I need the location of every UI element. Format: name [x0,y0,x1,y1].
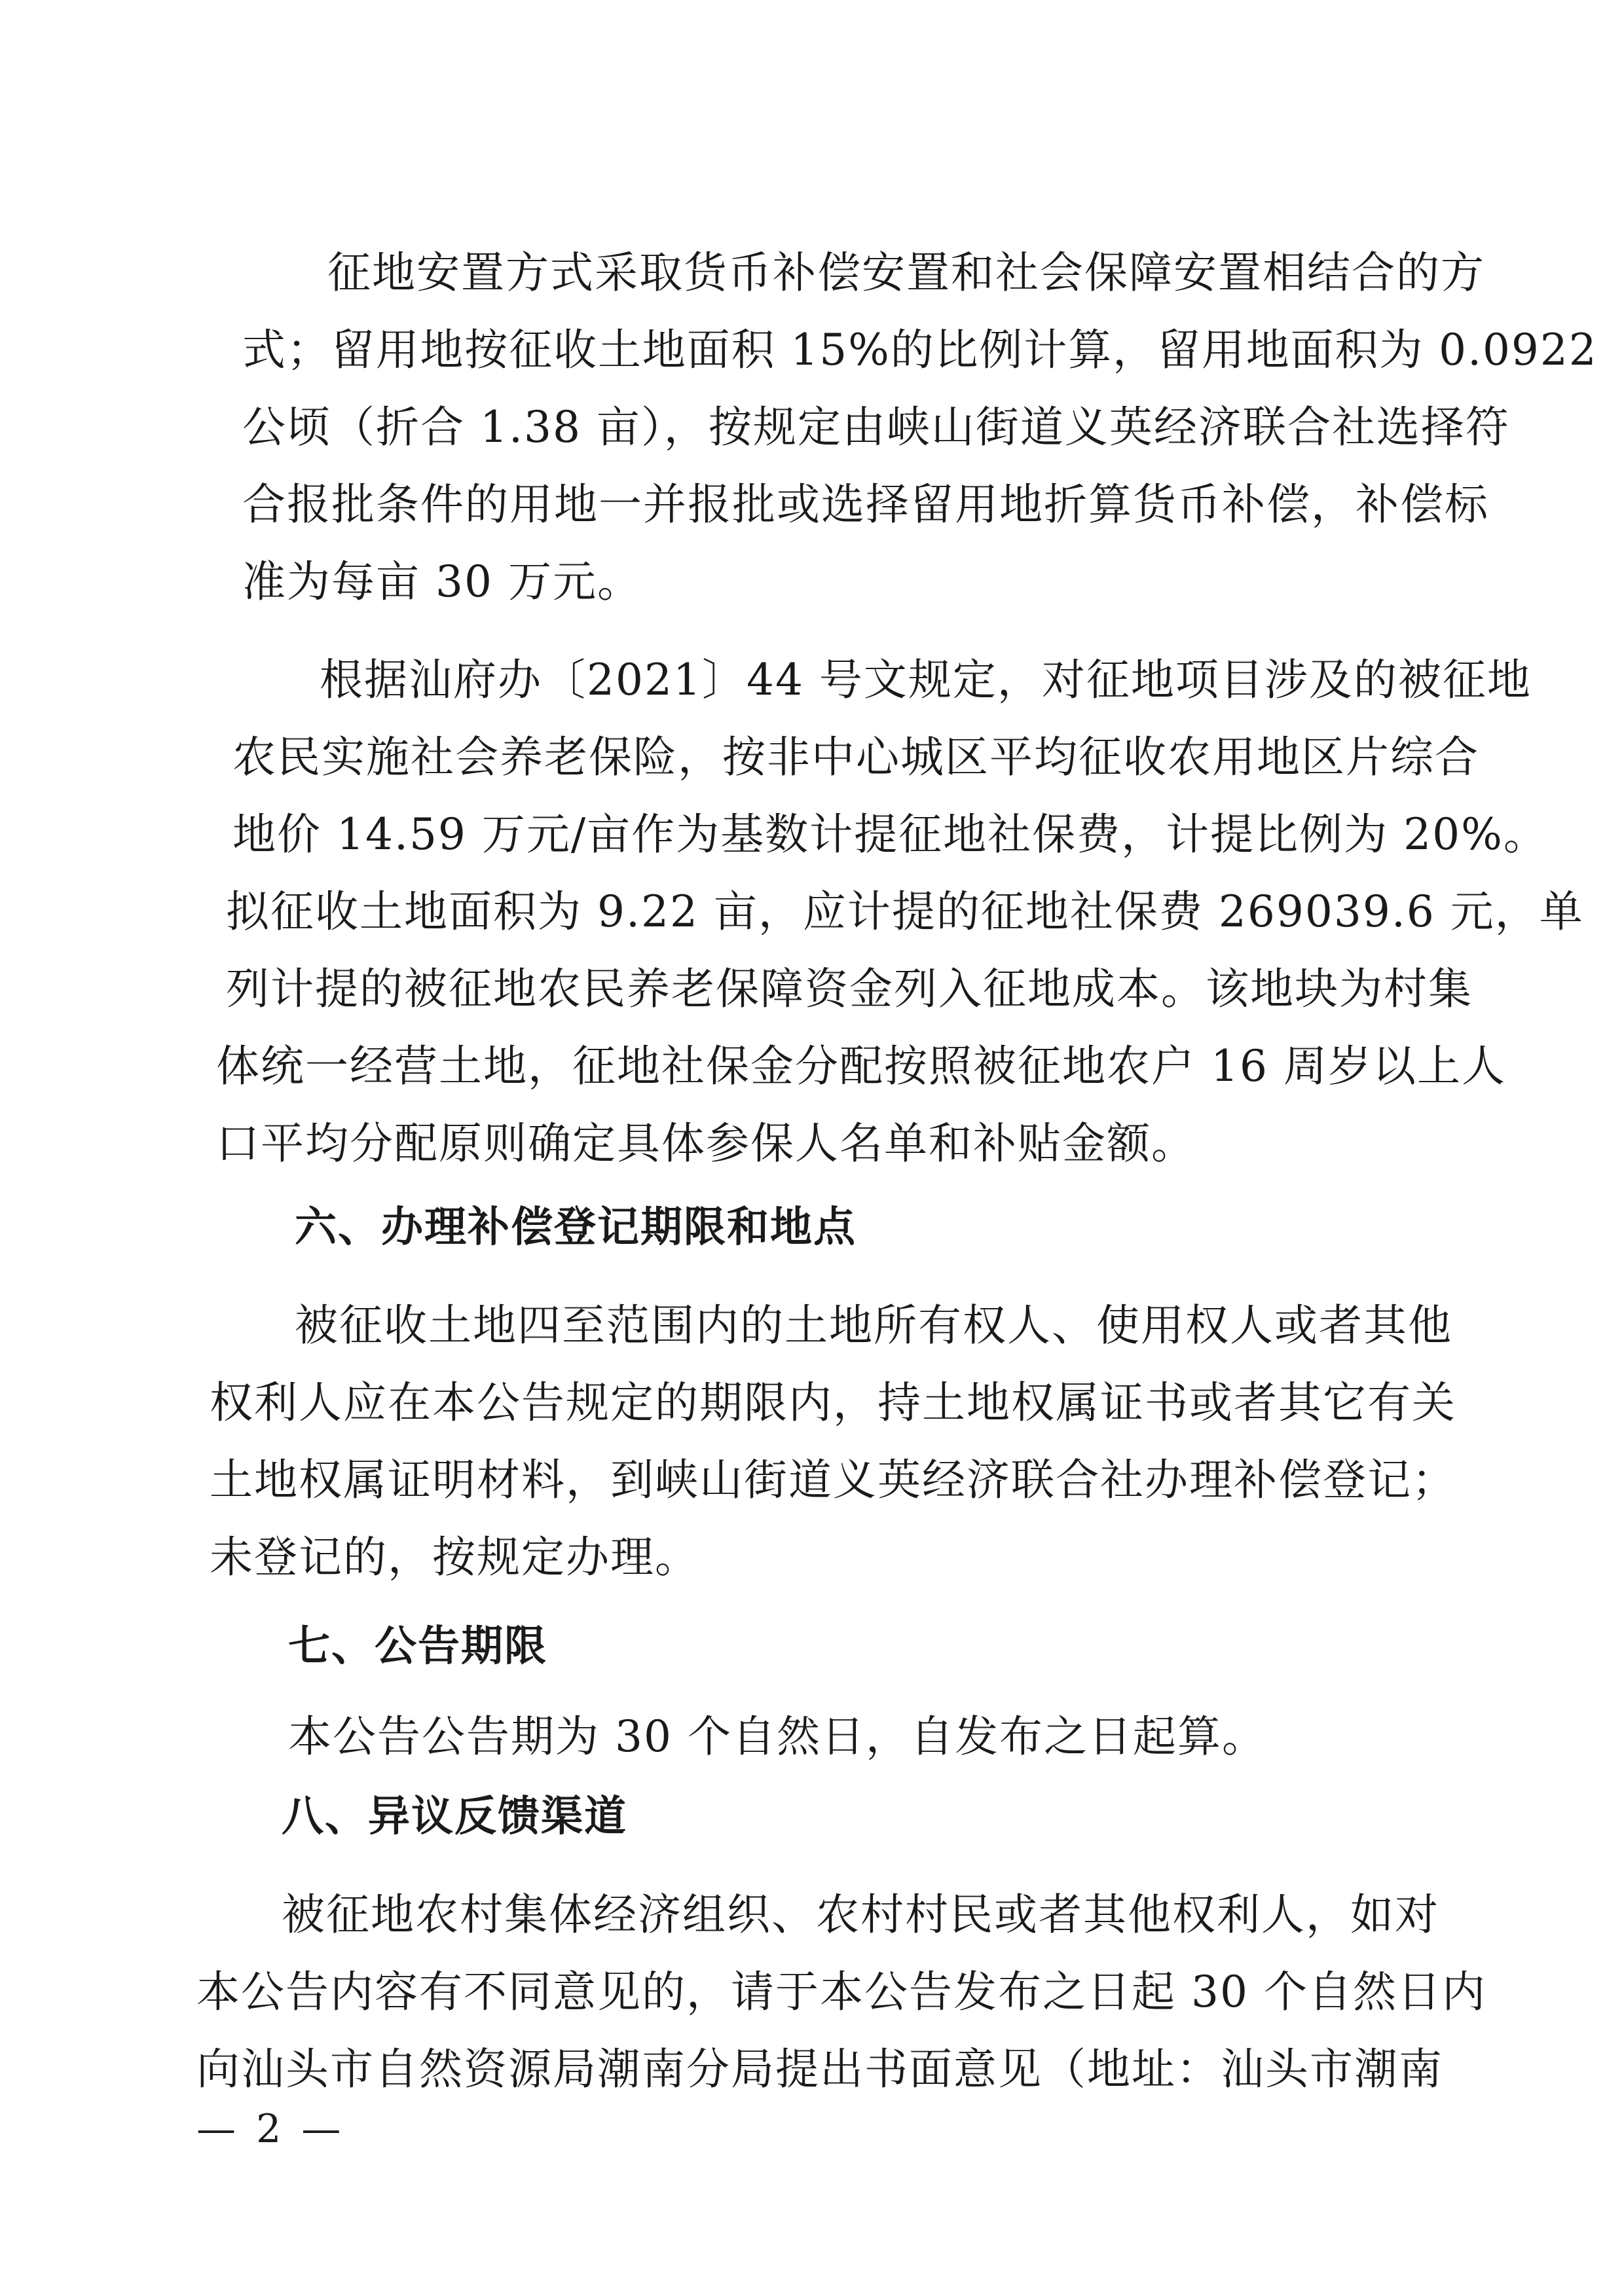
text-line: 未登记的，按规定办理。 [210,1532,699,1582]
text-line: 农民实施社会养老保险，按非中心城区平均征收农用地区片综合 [232,732,1479,782]
text-line: 土地权属证明材料，到峡山街道义英经济联合社办理补偿登记； [210,1455,1456,1505]
text-line: 合报批条件的用地一并报批或选择留用地折算货币补偿，补偿标 [242,479,1489,530]
section-heading-eight: 八、异议反馈渠道 [282,1793,627,1841]
text-line: 根据汕府办〔2021〕44 号文规定，对征地项目涉及的被征地 [320,655,1532,705]
text-line: 向汕头市自然资源局潮南分局提出书面意见（地址：汕头市潮南 [196,2044,1443,2094]
text-line: 口平均分配原则确定具体参保人名单和补贴金额。 [216,1118,1196,1169]
text-line: 拟征收土地面积为 9.22 亩，应计提的征地社保费 269039.6 元，单 [226,886,1584,937]
page-number: — 2 — [196,2106,345,2152]
text-line: 被征收土地四至范围内的土地所有权人、使用权人或者其他 [295,1300,1452,1351]
text-line: 本公告内容有不同意见的，请于本公告发布之日起 30 个自然日内 [196,1967,1486,2017]
text-line: 准为每亩 30 万元。 [242,556,642,607]
text-line: 本公告公告期为 30 个自然日，自发布之日起算。 [288,1711,1266,1762]
text-line: 被征地农村集体经济组织、农村村民或者其他权利人，如对 [282,1889,1439,1940]
text-line: 公顷（折合 1.38 亩），按规定由峡山街道义英经济联合社选择符 [242,402,1510,452]
section-heading-six: 六、办理补偿登记期限和地点 [295,1203,857,1252]
text-line: 列计提的被征地农民养老保障资金列入征地成本。该地块为村集 [226,964,1473,1014]
text-line: 式；留用地按征收土地面积 15%的比例计算，留用地面积为 0.0922 [242,325,1598,375]
text-line: 征地安置方式采取货币补偿安置和社会保障安置相结合的方 [327,247,1485,298]
text-line: 体统一经营土地，征地社保金分配按照被征地农户 16 周岁以上人 [216,1041,1506,1091]
section-heading-seven: 七、公告期限 [288,1622,547,1671]
text-line: 地价 14.59 万元/亩作为基数计提征地社保费，计提比例为 20%。 [232,809,1548,860]
text-line: 权利人应在本公告规定的期限内，持土地权属证书或者其它有关 [210,1377,1456,1428]
